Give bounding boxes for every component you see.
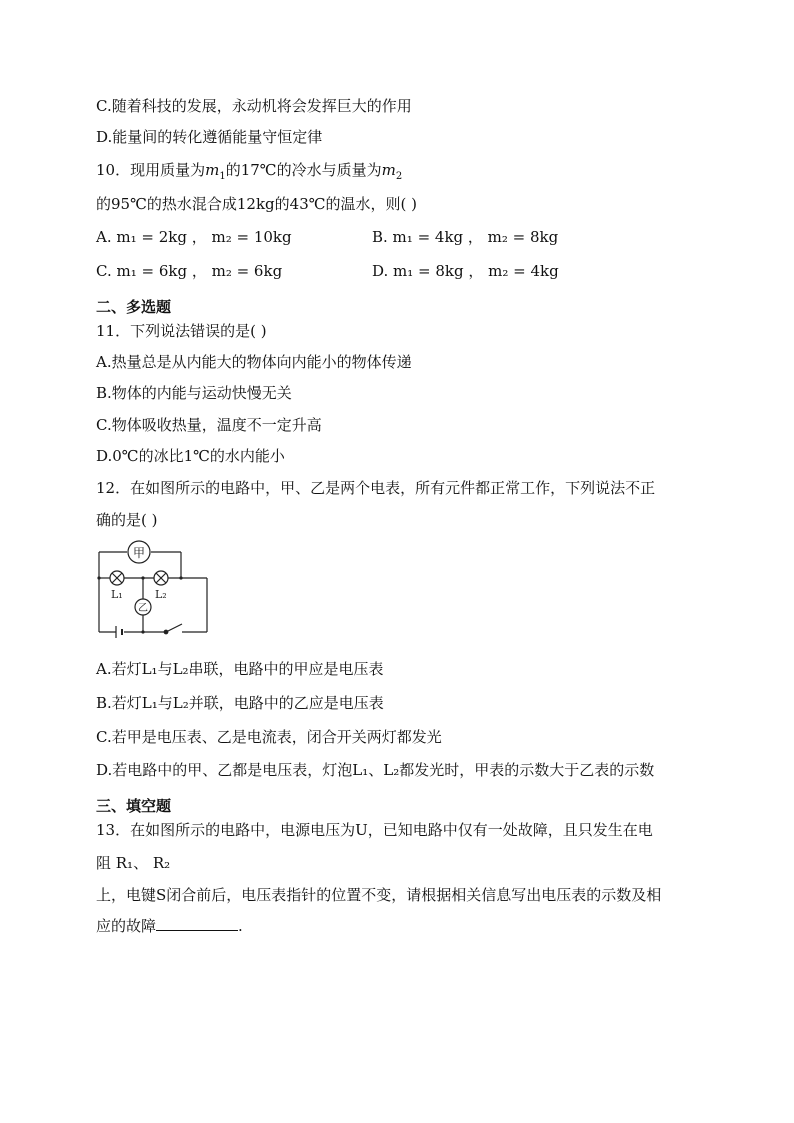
question-10-line1 [96, 160, 402, 187]
question-11: 11．下列说法错误的是( ) [96, 322, 267, 340]
lamp-l2-label: L₂ [155, 588, 167, 601]
question-12-line1: 12．在如图所示的电路中，甲、乙是两个电表，所有元件都正常工作，下列说法不正 [96, 479, 656, 497]
option-11a: A.热量总是从内能大的物体向内能小的物体传递 [96, 353, 412, 371]
option-9d: D.能量间的转化遵循能量守恒定律 [96, 128, 323, 146]
junction-right [179, 576, 182, 579]
q10-text-mid: 的17℃的冷水与质量为 [225, 161, 382, 179]
q13-text-post: . [238, 917, 243, 935]
option-12c: C.若甲是电压表、乙是电流表，闭合开关两灯都发光 [96, 728, 442, 746]
junction-bottom [141, 630, 144, 633]
option-10b: B. m₁ = 4kg ， m₂ = 8kg [372, 228, 559, 246]
option-11b: B.物体的内能与运动快慢无关 [96, 384, 292, 402]
lamp-l1-label: L₁ [111, 588, 123, 601]
question-13-line2: 阻 R₁、 R₂ [96, 854, 171, 872]
option-10d: D. m₁ = 8kg ， m₂ = 4kg [372, 262, 559, 280]
question-10-line2: 的95℃的热水混合成12kg的43℃的温水，则( ) [96, 195, 417, 213]
meter-mid-label: 乙 [138, 603, 148, 614]
q10-text-pre: 10．现用质量为 [96, 161, 206, 179]
q10-var-m2: m [381, 161, 396, 179]
q10-sub-1: 1 [219, 171, 226, 182]
option-10a: A. m₁ = 2kg ， m₂ = 10kg [96, 228, 292, 246]
option-11d: D.0℃的冰比1℃的水内能小 [96, 447, 285, 465]
circuit-diagram [94, 538, 214, 640]
option-10c: C. m₁ = 6kg ， m₂ = 6kg [96, 262, 283, 280]
question-12-line2: 确的是( ) [96, 511, 158, 529]
option-12d: D.若电路中的甲、乙都是电压表，灯泡L₁、L₂都发光时，甲表的示数大于乙表的示数 [96, 761, 655, 779]
junction-left [97, 576, 100, 579]
q13-text-pre: 应的故障 [96, 917, 157, 935]
question-13-line4 [96, 916, 243, 936]
question-13-line1: 13．在如图所示的电路中，电源电压为U，已知电路中仅有一处故障，且只发生在电 [96, 821, 653, 839]
option-12b: B.若灯L₁与L₂并联，电路中的乙应是电压表 [96, 694, 384, 712]
q10-var-m1: m [205, 161, 220, 179]
answer-blank-13[interactable] [156, 916, 238, 931]
section-heading-fill-in: 三、填空题 [96, 797, 172, 815]
option-11c: C.物体吸收热量，温度不一定升高 [96, 416, 322, 434]
junction-mid [141, 576, 144, 579]
switch-blade [166, 624, 182, 632]
section-heading-multiple-choice: 二、多选题 [96, 298, 172, 316]
meter-top-label: 甲 [132, 546, 146, 560]
option-12a: A.若灯L₁与L₂串联，电路中的甲应是电压表 [96, 660, 384, 678]
option-9c: C.随着科技的发展，永动机将会发挥巨大的作用 [96, 97, 412, 115]
q10-sub-2: 2 [395, 171, 403, 182]
question-13-line3: 上，电键S闭合前后，电压表指针的位置不变，请根据相关信息写出电压表的示数及相 [96, 886, 662, 904]
